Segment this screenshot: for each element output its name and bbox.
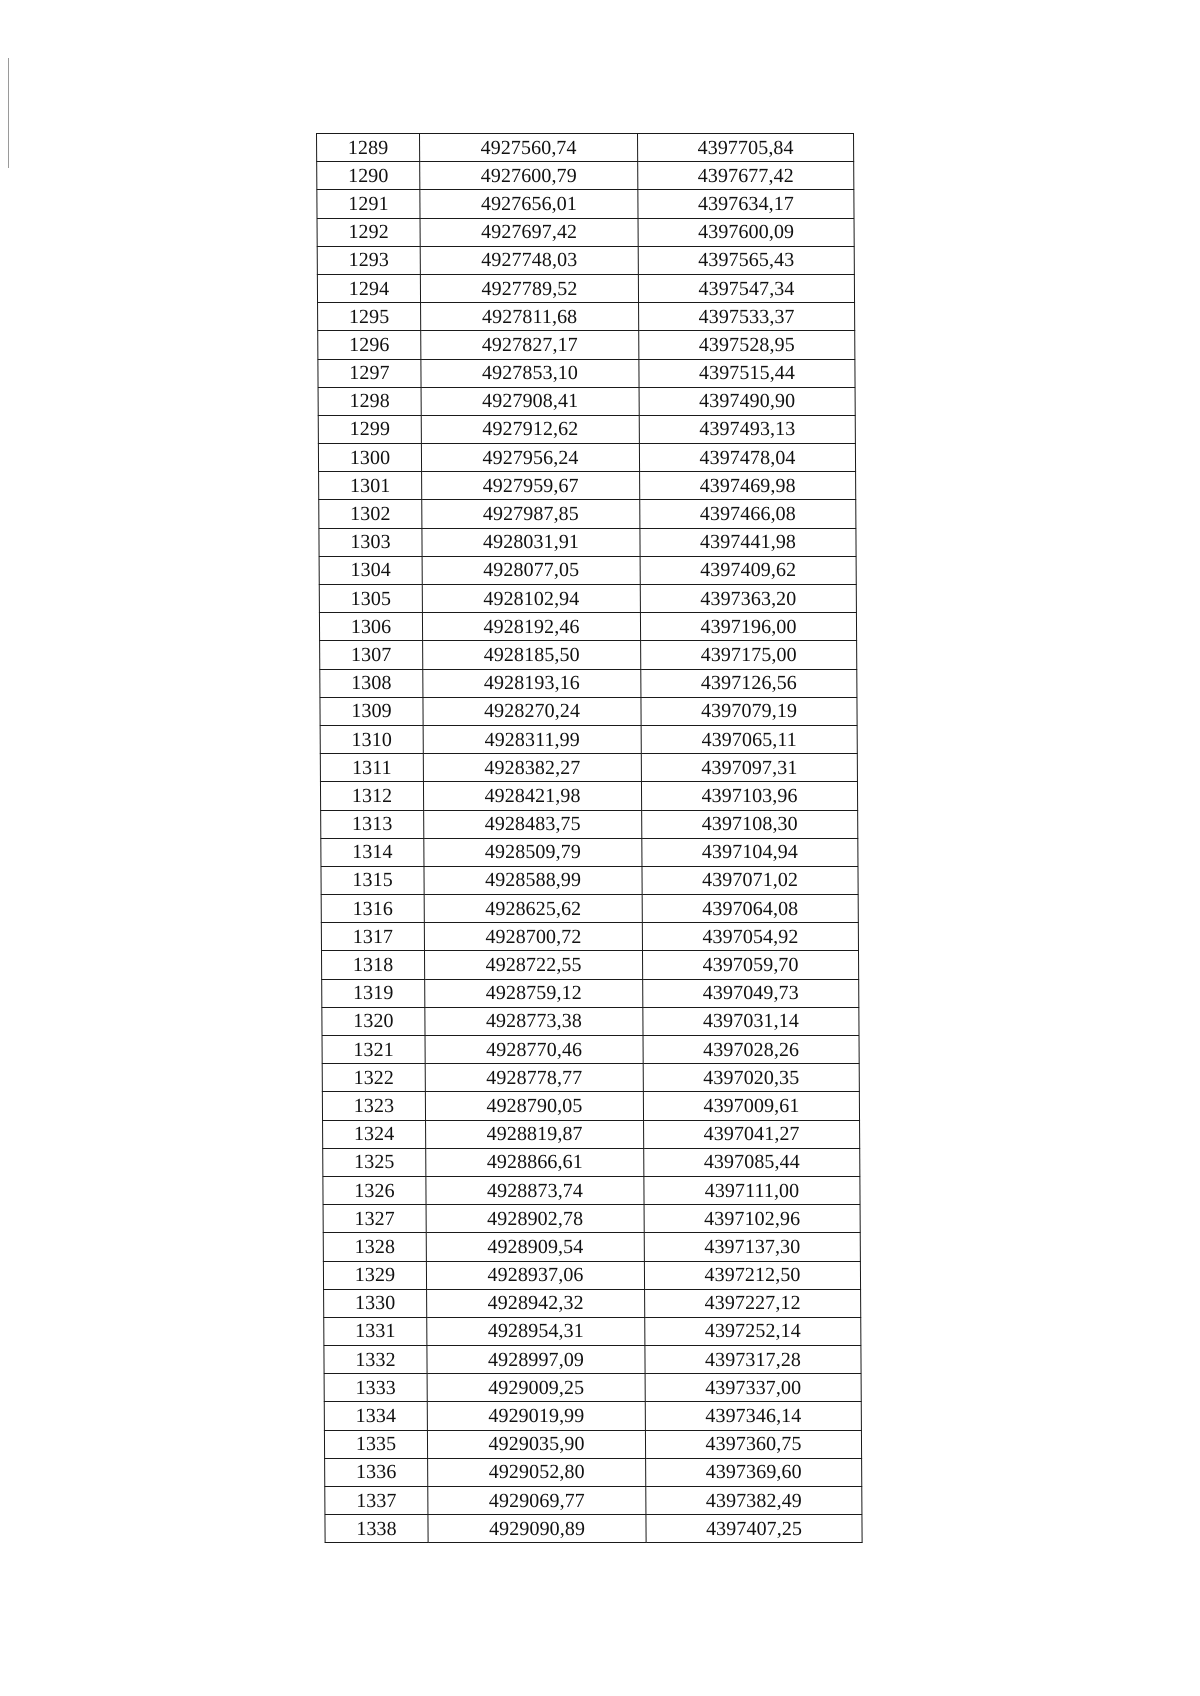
y-coordinate-cell: 4397407,25 [646,1515,862,1543]
x-coordinate-cell: 4928937,06 [426,1261,644,1289]
x-coordinate-cell: 4927697,42 [420,218,638,246]
x-coordinate-cell: 4929035,90 [427,1430,645,1458]
point-number-cell: 1319 [322,979,425,1007]
table-row [323,1205,860,1233]
x-coordinate-cell: 4928909,54 [426,1233,644,1261]
point-number-cell: 1326 [323,1176,426,1204]
point-number-cell: 1322 [322,1064,425,1092]
point-number-cell: 1328 [323,1233,426,1261]
table-row [318,444,855,472]
y-coordinate-cell: 4397079,19 [641,697,857,725]
table-row [323,1261,860,1289]
point-number-cell: 1329 [323,1261,426,1289]
scan-edge-mark [8,58,9,168]
point-number-cell: 1305 [319,585,422,613]
y-coordinate-cell: 4397137,30 [644,1233,860,1261]
point-number-cell: 1334 [324,1402,427,1430]
table-row [321,866,858,894]
table-row [319,613,856,641]
point-number-cell: 1325 [323,1148,426,1176]
x-coordinate-cell: 4928700,72 [424,923,642,951]
point-number-cell: 1321 [322,1036,425,1064]
table-row [323,1120,860,1148]
x-coordinate-cell: 4928819,87 [426,1120,644,1148]
coordinates-table [316,133,863,1543]
point-number-cell: 1315 [321,866,424,894]
y-coordinate-cell: 4397111,00 [644,1176,860,1204]
x-coordinate-cell: 4927987,85 [422,500,640,528]
y-coordinate-cell: 4397102,96 [644,1205,860,1233]
point-number-cell: 1301 [319,472,422,500]
x-coordinate-cell: 4928997,09 [427,1346,645,1374]
x-coordinate-cell: 4927811,68 [421,303,639,331]
point-number-cell: 1314 [321,838,424,866]
point-number-cell: 1331 [324,1317,427,1345]
x-coordinate-cell: 4927600,79 [420,162,638,190]
x-coordinate-cell: 4928625,62 [424,895,642,923]
point-number-cell: 1306 [319,613,422,641]
point-number-cell: 1298 [318,387,421,415]
point-number-cell: 1310 [320,725,423,753]
point-number-cell: 1302 [319,500,422,528]
table-row [322,979,859,1007]
y-coordinate-cell: 4397337,00 [645,1374,861,1402]
x-coordinate-cell: 4929009,25 [427,1374,645,1402]
y-coordinate-cell: 4397533,37 [639,303,855,331]
x-coordinate-cell: 4927748,03 [420,246,638,274]
y-coordinate-cell: 4397493,13 [639,415,855,443]
table-row [324,1317,861,1345]
point-number-cell: 1336 [325,1458,428,1486]
y-coordinate-cell: 4397028,26 [643,1036,859,1064]
y-coordinate-cell: 4397196,00 [640,613,856,641]
x-coordinate-cell: 4928193,16 [423,669,641,697]
table-row [320,641,857,669]
x-coordinate-cell: 4928759,12 [425,979,643,1007]
point-number-cell: 1304 [319,556,422,584]
table-row [319,585,856,613]
y-coordinate-cell: 4397490,90 [639,387,855,415]
y-coordinate-cell: 4397252,14 [645,1317,861,1345]
table-row [317,246,854,274]
x-coordinate-cell: 4928778,77 [425,1064,643,1092]
table-row [320,782,857,810]
table-row [320,669,857,697]
x-coordinate-cell: 4929052,80 [428,1458,646,1486]
table-row [323,1176,860,1204]
table-row [320,754,857,782]
x-coordinate-cell: 4928483,75 [424,810,642,838]
point-number-cell: 1289 [317,134,420,162]
y-coordinate-cell: 4397528,95 [639,331,855,359]
point-number-cell: 1316 [321,895,424,923]
x-coordinate-cell: 4929069,77 [428,1487,646,1515]
point-number-cell: 1323 [322,1092,425,1120]
point-number-cell: 1337 [325,1487,428,1515]
table-row [324,1374,861,1402]
x-coordinate-cell: 4928866,61 [426,1148,644,1176]
y-coordinate-cell: 4397369,60 [646,1458,862,1486]
x-coordinate-cell: 4927656,01 [420,190,638,218]
point-number-cell: 1303 [319,528,422,556]
y-coordinate-cell: 4397360,75 [645,1430,861,1458]
point-number-cell: 1327 [323,1205,426,1233]
point-number-cell: 1290 [317,162,420,190]
point-number-cell: 1296 [318,331,421,359]
y-coordinate-cell: 4397317,28 [645,1346,861,1374]
y-coordinate-cell: 4397085,44 [644,1148,860,1176]
table-row [322,1007,859,1035]
x-coordinate-cell: 4927959,67 [422,472,640,500]
y-coordinate-cell: 4397020,35 [643,1064,859,1092]
y-coordinate-cell: 4397515,44 [639,359,855,387]
table-row [325,1458,862,1486]
table-row [324,1289,861,1317]
y-coordinate-cell: 4397097,31 [641,754,857,782]
table-row [320,697,857,725]
table-row [321,923,858,951]
point-number-cell: 1317 [321,923,424,951]
table-row [324,1346,861,1374]
y-coordinate-cell: 4397478,04 [639,444,855,472]
x-coordinate-cell: 4927827,17 [421,331,639,359]
x-coordinate-cell: 4928509,79 [424,838,642,866]
table-row [321,895,858,923]
x-coordinate-cell: 4928077,05 [422,556,640,584]
point-number-cell: 1297 [318,359,421,387]
x-coordinate-cell: 4928192,46 [422,613,640,641]
x-coordinate-cell: 4928382,27 [423,754,641,782]
table-row [325,1515,862,1543]
table-row [321,951,858,979]
y-coordinate-cell: 4397466,08 [640,500,856,528]
point-number-cell: 1292 [317,218,420,246]
table-row [318,359,855,387]
point-number-cell: 1294 [317,274,420,302]
point-number-cell: 1335 [324,1430,427,1458]
table-row [317,134,854,162]
y-coordinate-cell: 4397469,98 [640,472,856,500]
x-coordinate-cell: 4927912,62 [421,415,639,443]
x-coordinate-cell: 4928102,94 [422,585,640,613]
y-coordinate-cell: 4397346,14 [645,1402,861,1430]
point-number-cell: 1295 [318,303,421,331]
x-coordinate-cell: 4928311,99 [423,725,641,753]
table-row [317,190,854,218]
y-coordinate-cell: 4397065,11 [641,725,857,753]
point-number-cell: 1320 [322,1007,425,1035]
y-coordinate-cell: 4397409,62 [640,556,856,584]
table-row [317,218,854,246]
y-coordinate-cell: 4397031,14 [643,1007,859,1035]
table-row [318,415,855,443]
y-coordinate-cell: 4397104,94 [642,838,858,866]
table-row [318,303,855,331]
y-coordinate-cell: 4397126,56 [641,669,857,697]
x-coordinate-cell: 4929019,99 [427,1402,645,1430]
table-row [322,1064,859,1092]
x-coordinate-cell: 4928902,78 [426,1205,644,1233]
x-coordinate-cell: 4927853,10 [421,359,639,387]
y-coordinate-cell: 4397064,08 [642,895,858,923]
point-number-cell: 1332 [324,1346,427,1374]
y-coordinate-cell: 4397382,49 [646,1487,862,1515]
point-number-cell: 1313 [321,810,424,838]
x-coordinate-cell: 4927560,74 [420,134,638,162]
y-coordinate-cell: 4397103,96 [641,782,857,810]
y-coordinate-cell: 4397054,92 [642,923,858,951]
table-row [323,1233,860,1261]
y-coordinate-cell: 4397547,34 [638,274,854,302]
table-row [319,556,856,584]
table-row [325,1487,862,1515]
x-coordinate-cell: 4928421,98 [423,782,641,810]
y-coordinate-cell: 4397059,70 [642,951,858,979]
x-coordinate-cell: 4927956,24 [421,444,639,472]
x-coordinate-cell: 4928790,05 [425,1092,643,1120]
point-number-cell: 1293 [317,246,420,274]
x-coordinate-cell: 4927789,52 [420,274,638,302]
y-coordinate-cell: 4397441,98 [640,528,856,556]
point-number-cell: 1300 [318,444,421,472]
y-coordinate-cell: 4397212,50 [644,1261,860,1289]
point-number-cell: 1299 [318,415,421,443]
y-coordinate-cell: 4397600,09 [638,218,854,246]
x-coordinate-cell: 4928722,55 [424,951,642,979]
table-row [322,1092,859,1120]
y-coordinate-cell: 4397363,20 [640,585,856,613]
x-coordinate-cell: 4929090,89 [428,1515,646,1543]
coordinates-table-body [317,134,863,1543]
point-number-cell: 1307 [320,641,423,669]
table-row [317,274,854,302]
point-number-cell: 1318 [321,951,424,979]
table-row [320,725,857,753]
table-row [318,331,855,359]
x-coordinate-cell: 4928770,46 [425,1036,643,1064]
x-coordinate-cell: 4928954,31 [427,1317,645,1345]
table-row [319,472,856,500]
point-number-cell: 1311 [320,754,423,782]
y-coordinate-cell: 4397565,43 [638,246,854,274]
point-number-cell: 1309 [320,697,423,725]
point-number-cell: 1312 [320,782,423,810]
table-row [321,838,858,866]
y-coordinate-cell: 4397009,61 [643,1092,859,1120]
y-coordinate-cell: 4397705,84 [638,134,854,162]
table-row [319,528,856,556]
table-row [323,1148,860,1176]
point-number-cell: 1324 [323,1120,426,1148]
point-number-cell: 1333 [324,1374,427,1402]
x-coordinate-cell: 4928270,24 [423,697,641,725]
table-row [322,1036,859,1064]
x-coordinate-cell: 4928588,99 [424,866,642,894]
y-coordinate-cell: 4397634,17 [638,190,854,218]
point-number-cell: 1338 [325,1515,428,1543]
y-coordinate-cell: 4397108,30 [642,810,858,838]
table-row [321,810,858,838]
y-coordinate-cell: 4397041,27 [644,1120,860,1148]
x-coordinate-cell: 4928185,50 [423,641,641,669]
x-coordinate-cell: 4927908,41 [421,387,639,415]
y-coordinate-cell: 4397677,42 [638,162,854,190]
table-row [324,1430,861,1458]
y-coordinate-cell: 4397227,12 [645,1289,861,1317]
table-row [317,162,854,190]
x-coordinate-cell: 4928873,74 [426,1176,644,1204]
x-coordinate-cell: 4928942,32 [427,1289,645,1317]
point-number-cell: 1330 [324,1289,427,1317]
point-number-cell: 1308 [320,669,423,697]
y-coordinate-cell: 4397071,02 [642,866,858,894]
y-coordinate-cell: 4397049,73 [643,979,859,1007]
point-number-cell: 1291 [317,190,420,218]
x-coordinate-cell: 4928773,38 [425,1007,643,1035]
x-coordinate-cell: 4928031,91 [422,528,640,556]
table-row [319,500,856,528]
table-row [318,387,855,415]
table-row [324,1402,861,1430]
y-coordinate-cell: 4397175,00 [641,641,857,669]
